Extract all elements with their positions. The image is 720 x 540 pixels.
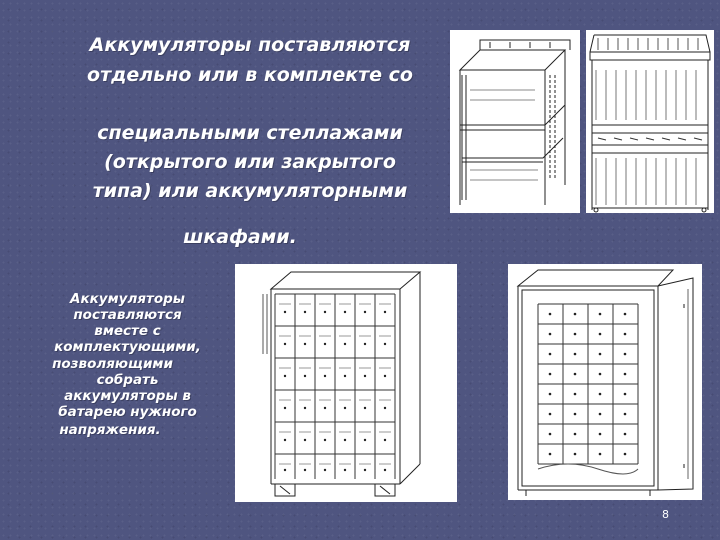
sub-line-8: батарею нужного — [58, 404, 197, 420]
title-line-1: Аккумуляторы поставляются — [89, 34, 411, 56]
title-line-2: отдельно или в комплекте со — [87, 64, 413, 86]
sub-line-1: Аккумуляторы — [70, 291, 185, 307]
sub-line-9: напряжения. — [59, 422, 161, 438]
page-number: 8 — [662, 508, 669, 521]
battery-cabinet-drawing-icon — [508, 264, 702, 500]
closed-rack-drawing-icon — [235, 264, 457, 502]
closed-rack-drawing — [235, 264, 457, 502]
sub-line-3: вместе с — [94, 323, 161, 339]
open-rack-drawing — [450, 30, 580, 213]
sub-line-5: позволяющими — [52, 356, 173, 372]
title-line-5: типа) или аккумуляторными — [92, 180, 408, 202]
sub-line-4: комплектующими, — [54, 339, 201, 355]
title-line-4: (открытого или закрытого — [104, 151, 396, 173]
title-line-3: специальными стеллажами — [97, 122, 403, 144]
title-line-6: шкафами. — [183, 226, 297, 248]
sub-line-2: поставляются — [73, 307, 182, 323]
battery-cabinet-drawing — [508, 264, 702, 500]
sub-line-6: собрать — [96, 372, 159, 388]
double-tier-rack-drawing — [586, 30, 714, 213]
sub-line-7: аккумуляторы в — [64, 388, 191, 404]
double-tier-rack-drawing-icon — [586, 30, 714, 213]
open-rack-drawing-icon — [450, 30, 580, 213]
